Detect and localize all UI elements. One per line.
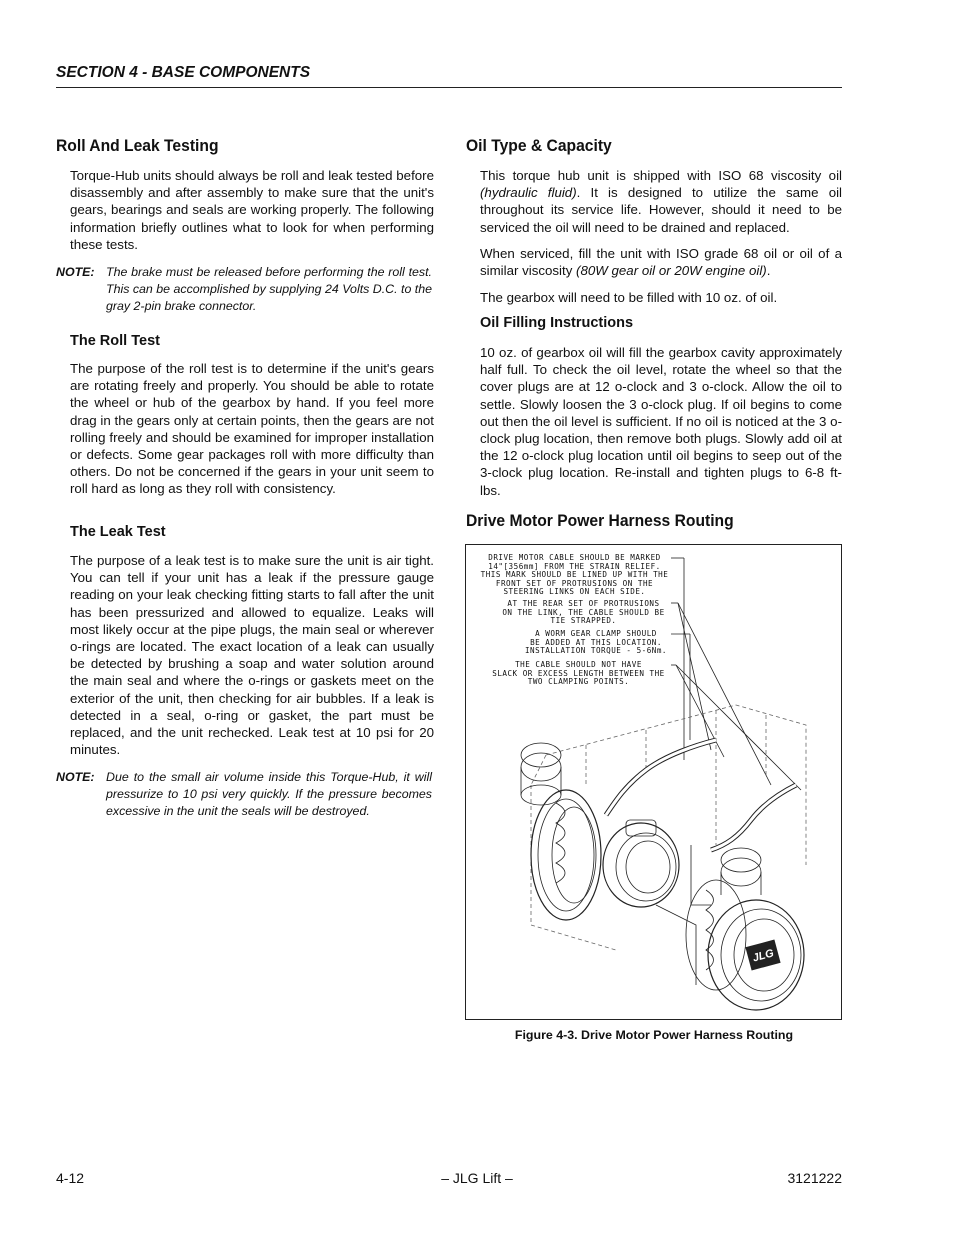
figure-caption: Figure 4-3. Drive Motor Power Harness Routing bbox=[514, 1028, 794, 1042]
oil-paragraph-2 bbox=[480, 245, 842, 279]
roll-leak-intro: Torque-Hub units should always be roll and leak tested before disassembly and after assembly to make sure that the unit's gears, bearings and seals are working properly. The following information briefly outlines what to look for when performing these tests. bbox=[70, 168, 434, 252]
roll-leak-heading: Roll And Leak Testing bbox=[56, 136, 219, 155]
text-run-italic: (80W gear oil or 20W engine oil) bbox=[576, 263, 767, 279]
harness-routing-figure bbox=[465, 544, 842, 1020]
figure-note-slack: THE CABLE SHOULD NOT HAVE SLACK OR EXCESS LENGTH BETWEEN THE TWO CLAMPING POINTS. bbox=[492, 660, 665, 687]
leak-test-body: The purpose of a leak test is to make sure the unit is air tight. You can tell if your unit has a leak if the pressure gauge reading on your leak checking fitting starts to fall after the unit has been pressurized and allowed to equalize. Leaks will most likely occur at the pipe plugs, the main seal or wherever o-rings are located. The exact location of a leak can usually be detected by brushing a soap and water solution around the main seal and where the o-rings or gaskets meet on the exterior of the unit, then checking for air bubbles. If a leak is detected in a seal, o-ring or gasket, the part must be replaced, and the unit rechecked. Leak test at 10 psi for 20 minutes. bbox=[70, 553, 434, 758]
figure-note-mark: DRIVE MOTOR CABLE SHOULD BE MARKED 14"[356mm] FROM THE STRAIN RELIEF. THIS MARK SHOULD BE LINED UP WITH THE FRONT SET OF PROTRUSIONS ON THE STEERING LINKS ON EACH SIDE. bbox=[480, 553, 669, 597]
note-label: NOTE: bbox=[56, 265, 95, 279]
brake-note bbox=[56, 264, 432, 318]
drive-assembly-drawing bbox=[466, 545, 842, 1020]
text-run: . It is designed to utilize the same oil throughout its service life. However, should it need to be serviced the oil will need to be drained and replaced. bbox=[480, 185, 842, 235]
text-run: . bbox=[766, 263, 771, 279]
page-number: 4-12 bbox=[56, 1170, 85, 1186]
section-header: SECTION 4 - BASE COMPONENTS bbox=[56, 64, 842, 88]
oil-paragraph-3: The gearbox will need to be filled with 10 oz. of oil. bbox=[480, 290, 778, 305]
oil-paragraph-1 bbox=[480, 167, 842, 236]
oil-filling-heading: Oil Filling Instructions bbox=[480, 315, 634, 331]
footer-center: – JLG Lift – bbox=[441, 1170, 513, 1186]
figure-note-tie-strap: AT THE REAR SET OF PROTRUSIONS ON THE LINK, THE CABLE SHOULD BE TIE STRAPPED. bbox=[502, 599, 665, 626]
oil-filling-body: 10 oz. of gearbox oil will fill the gearbox cavity approximately half full. To check the oil level, rotate the wheel so that the cover plugs are at 12 o-clock and 3 o-clock. Allow the oil to settle. Slowly loosen the 3 o-clock plug. If oil begins to come out then the oil level is sufficient. If no oil is noticed at the 3 o-clock plug location, then remove both plugs. Slowly add oil at the 12 o-clock plug location until oil begins to seep out of the 3-clock plug location. Re-install and tighten plugs to 6-8 ft-lbs. bbox=[480, 345, 842, 498]
pressure-note bbox=[56, 769, 432, 823]
text-run-italic: (hydraulic fluid) bbox=[480, 185, 577, 201]
leak-test-heading: The Leak Test bbox=[70, 524, 166, 540]
text-run: This torque hub unit is shipped with ISO 68 viscosity oil bbox=[480, 168, 842, 183]
note-text: Due to the small air volume inside this Torque-Hub, it will pressurize to 10 psi very quickly. If the pressure becomes excessive in the unit the seals will be destroyed. bbox=[106, 770, 432, 819]
roll-test-heading: The Roll Test bbox=[70, 333, 160, 349]
text-run: When serviced, fill the unit with ISO grade 68 oil or oil of a similar viscosity bbox=[480, 246, 842, 279]
figure-note-clamp: A WORM GEAR CLAMP SHOULD BE ADDED AT THIS LOCATION. INSTALLATION TORQUE - 5-6Nm. bbox=[524, 629, 667, 656]
note-text: The brake must be released before performing the roll test. This can be accomplished by supplying 24 Volts D.C. to the gray 2-pin brake connector. bbox=[106, 265, 432, 314]
jlg-logo-text: JLG bbox=[751, 947, 776, 965]
document-number: 3121222 bbox=[787, 1170, 842, 1186]
roll-test-body: The purpose of the roll test is to determine if the unit's gears are rotating freely and properly. You should be able to rotate the wheel or hub of the gearbox by hand. If you feel more drag in the gears only at certain points, then the gears are not rolling freely and should be examined for improper installation or defects. Some gear packages roll with more difficulty than others. Do not be concerned if the gears in your unit seem to roll hard as long as they roll with consistency. bbox=[70, 361, 434, 497]
note-label: NOTE: bbox=[56, 770, 95, 784]
oil-heading: Oil Type & Capacity bbox=[466, 136, 612, 155]
routing-heading: Drive Motor Power Harness Routing bbox=[466, 511, 734, 530]
